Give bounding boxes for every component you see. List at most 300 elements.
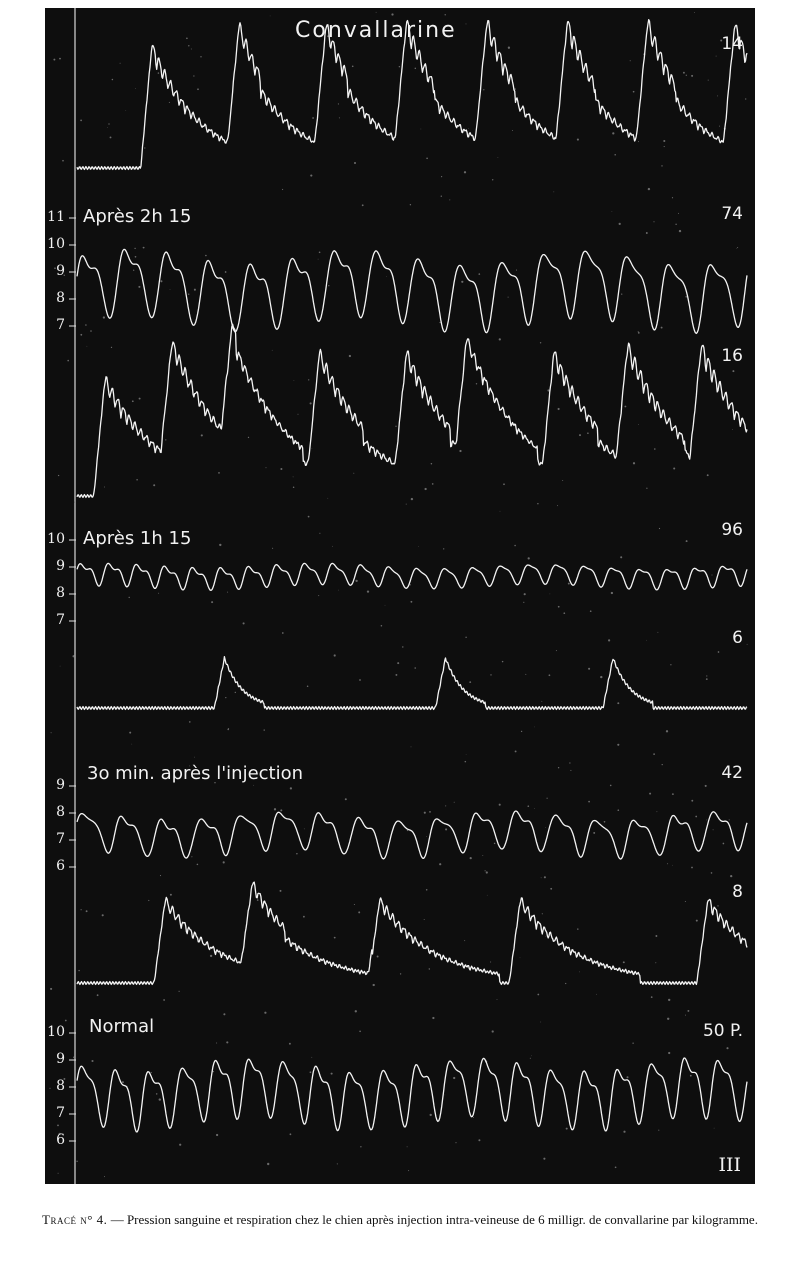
speckle xyxy=(359,679,361,681)
figure-caption xyxy=(40,1212,760,1228)
label-normal: Normal xyxy=(89,1016,155,1037)
speckle xyxy=(194,757,195,758)
speckle xyxy=(332,546,333,547)
speckle xyxy=(654,448,656,450)
speckle xyxy=(672,865,673,866)
y-tick-label: 8 xyxy=(56,804,65,820)
speckle xyxy=(110,136,112,138)
speckle xyxy=(445,828,447,830)
speckle xyxy=(179,991,180,992)
speckle xyxy=(397,662,399,664)
speckle xyxy=(713,829,714,830)
speckle xyxy=(200,56,201,57)
speckle xyxy=(407,1146,408,1147)
speckle xyxy=(355,580,357,582)
speckle xyxy=(355,1010,357,1012)
speckle xyxy=(523,602,524,603)
speckle xyxy=(691,75,693,77)
speckle xyxy=(668,1052,670,1054)
speckle xyxy=(57,1125,59,1127)
speckle xyxy=(156,1093,158,1095)
speckle xyxy=(541,701,542,702)
speckle xyxy=(354,904,355,905)
speckle xyxy=(189,721,191,723)
speckle xyxy=(498,157,499,158)
speckle xyxy=(514,545,516,547)
speckle xyxy=(80,120,82,122)
speckle xyxy=(464,940,465,941)
speckle xyxy=(274,808,276,810)
speckle xyxy=(745,98,746,99)
speckle xyxy=(65,1020,67,1022)
speckle xyxy=(395,426,396,427)
speckle xyxy=(272,548,273,549)
speckle xyxy=(429,811,431,813)
speckle xyxy=(235,692,236,693)
speckle xyxy=(568,583,570,585)
speckle xyxy=(685,296,687,298)
speckle xyxy=(661,327,663,329)
speckle xyxy=(424,812,426,814)
speckle xyxy=(328,285,329,286)
speckle xyxy=(664,146,665,147)
speckle xyxy=(490,961,491,962)
speckle xyxy=(691,867,693,869)
y-tick-label: 11 xyxy=(47,209,65,225)
speckle xyxy=(732,429,733,430)
speckle xyxy=(293,476,294,477)
speckle xyxy=(424,488,426,490)
speckle xyxy=(621,293,622,294)
pressure-trace xyxy=(77,1058,747,1132)
speckle xyxy=(537,503,538,504)
speckle xyxy=(620,556,622,558)
speckle xyxy=(619,223,621,225)
speckle xyxy=(131,744,132,745)
pressure-trace xyxy=(77,811,747,859)
speckle xyxy=(298,414,299,415)
speckle xyxy=(623,961,625,963)
speckle xyxy=(216,1134,218,1136)
speckle xyxy=(80,334,82,336)
speckle xyxy=(483,89,484,90)
speckle xyxy=(135,256,137,258)
speckle xyxy=(431,463,432,464)
speckle xyxy=(508,297,509,298)
speckle xyxy=(694,12,695,13)
speckle xyxy=(76,170,77,171)
speckle xyxy=(218,472,220,474)
speckle xyxy=(266,467,267,468)
speckle xyxy=(593,832,595,834)
speckle xyxy=(638,424,639,425)
speckle xyxy=(530,1058,531,1059)
speckle xyxy=(617,702,619,704)
speckle xyxy=(227,592,228,593)
speckle xyxy=(499,804,501,806)
speckle xyxy=(410,204,411,205)
y-tick-label: 10 xyxy=(47,531,65,547)
y-tick-label: 7 xyxy=(56,831,65,847)
speckle xyxy=(81,909,82,910)
speckle xyxy=(406,504,407,505)
speckle xyxy=(188,45,189,46)
speckle xyxy=(312,117,314,119)
speckle xyxy=(304,829,305,830)
speckle xyxy=(165,439,166,440)
speckle xyxy=(290,787,292,789)
speckle xyxy=(695,816,697,818)
speckle xyxy=(667,863,668,864)
speckle xyxy=(673,467,675,469)
speckle xyxy=(520,958,521,959)
speckle xyxy=(408,1170,409,1171)
speckle xyxy=(461,281,463,283)
speckle xyxy=(386,276,387,277)
speckle xyxy=(59,58,61,60)
speckle xyxy=(138,286,140,288)
speckle xyxy=(696,920,698,922)
y-tick-label: 9 xyxy=(56,263,65,279)
rate-label-96: 96 xyxy=(721,520,743,540)
speckle xyxy=(307,685,309,687)
speckle xyxy=(270,16,271,17)
speckle xyxy=(550,594,551,595)
speckle xyxy=(627,1076,629,1078)
speckle xyxy=(543,1158,545,1160)
speckle xyxy=(679,230,681,232)
speckle xyxy=(562,480,563,481)
speckle xyxy=(525,674,526,675)
speckle xyxy=(248,437,249,438)
speckle xyxy=(223,861,225,863)
speckle xyxy=(424,919,425,920)
speckle xyxy=(545,827,546,828)
speckle xyxy=(136,479,138,481)
speckle xyxy=(537,994,539,996)
speckle xyxy=(225,697,226,698)
rate-label-14: 14 xyxy=(721,34,743,54)
rate-label-16: 16 xyxy=(721,346,743,366)
speckle xyxy=(658,1130,659,1131)
speckle xyxy=(732,370,734,372)
speckle xyxy=(521,731,522,732)
speckle xyxy=(170,289,171,290)
speckle xyxy=(160,280,162,282)
speckle xyxy=(319,533,320,534)
speckle xyxy=(663,140,665,142)
speckle xyxy=(426,889,428,891)
speckle xyxy=(685,1015,686,1016)
speckle xyxy=(708,80,709,81)
speckle xyxy=(139,398,141,400)
speckle xyxy=(717,905,718,906)
speckle xyxy=(614,154,616,156)
speckle xyxy=(318,259,319,260)
speckle xyxy=(524,593,526,595)
speckle xyxy=(411,498,413,500)
speckle xyxy=(76,1161,77,1162)
speckle xyxy=(633,462,635,464)
speckle xyxy=(653,753,655,755)
y-tick-label: 9 xyxy=(56,777,65,793)
speckle xyxy=(318,595,319,596)
speckle xyxy=(596,994,597,995)
speckle xyxy=(91,1060,93,1062)
speckle xyxy=(293,486,295,488)
speckle xyxy=(672,197,673,198)
speckle xyxy=(565,983,566,984)
speckle xyxy=(104,487,105,488)
speckle xyxy=(465,761,467,763)
speckle xyxy=(737,247,738,248)
speckle xyxy=(290,1133,292,1135)
speckle xyxy=(159,1098,161,1100)
speckle xyxy=(219,544,221,546)
speckle xyxy=(414,667,416,669)
speckle xyxy=(445,14,446,15)
speckle xyxy=(630,60,631,61)
speckle xyxy=(153,484,155,486)
speckle xyxy=(102,914,104,916)
speckle xyxy=(473,1117,474,1118)
speckle xyxy=(377,956,379,958)
speckle xyxy=(661,165,662,166)
speckle xyxy=(362,204,364,206)
tracing-canvas xyxy=(45,8,755,1184)
speckle xyxy=(191,856,192,857)
speckle xyxy=(719,126,720,127)
y-tick-label: 7 xyxy=(56,317,65,333)
speckle xyxy=(210,955,212,957)
speckle xyxy=(545,936,546,937)
speckle xyxy=(334,654,336,656)
speckle xyxy=(359,1030,361,1032)
speckle xyxy=(612,132,614,134)
speckle xyxy=(497,999,498,1000)
speckle xyxy=(308,516,310,518)
speckle xyxy=(129,732,131,734)
speckle xyxy=(478,1139,480,1141)
speckle xyxy=(294,380,295,381)
speckle xyxy=(453,1077,455,1079)
speckle xyxy=(193,75,194,76)
speckle xyxy=(191,49,192,50)
speckle xyxy=(540,1022,541,1023)
speckle xyxy=(547,798,548,799)
speckle xyxy=(402,646,403,647)
caption-prefix: Tracé n° 4. xyxy=(42,1212,108,1227)
speckle xyxy=(706,678,708,680)
speckle xyxy=(706,819,707,820)
speckle xyxy=(216,1042,217,1043)
speckle xyxy=(311,1057,312,1058)
speckle xyxy=(421,129,422,130)
speckle xyxy=(556,650,557,651)
speckle xyxy=(103,316,105,318)
speckle xyxy=(508,47,510,49)
y-tick-label: 9 xyxy=(56,558,65,574)
speckle xyxy=(441,196,442,197)
speckle xyxy=(90,330,92,332)
speckle xyxy=(179,1144,181,1146)
speckle xyxy=(633,91,635,93)
speckle xyxy=(527,805,529,807)
speckle xyxy=(563,612,565,614)
speckle xyxy=(678,213,679,214)
label-apres-2h15: Après 2h 15 xyxy=(83,206,192,227)
speckle xyxy=(502,661,503,662)
speckle xyxy=(657,632,658,633)
rate-label-50: 50 P. xyxy=(702,1021,743,1041)
speckle xyxy=(74,502,75,503)
speckle xyxy=(487,895,488,896)
speckle xyxy=(712,575,713,576)
speckle xyxy=(655,935,657,937)
speckle xyxy=(51,732,52,733)
speckle xyxy=(604,821,606,823)
speckle xyxy=(468,128,469,129)
speckle xyxy=(170,894,172,896)
pressure-trace xyxy=(77,249,747,333)
speckle xyxy=(415,68,416,69)
speckle xyxy=(445,1095,446,1096)
speckle xyxy=(503,483,505,485)
speckle xyxy=(668,999,670,1001)
speckle xyxy=(352,65,354,67)
speckle xyxy=(319,251,321,253)
speckle xyxy=(600,676,602,678)
speckle xyxy=(445,805,446,806)
speckle xyxy=(86,910,88,912)
speckle xyxy=(78,970,79,971)
speckle xyxy=(649,793,651,795)
speckle xyxy=(499,338,501,340)
speckle xyxy=(385,605,386,606)
speckle xyxy=(395,674,397,676)
speckle xyxy=(667,1018,669,1020)
speckle xyxy=(659,528,660,529)
speckle xyxy=(500,511,501,512)
speckle xyxy=(736,248,737,249)
speckle xyxy=(186,37,188,39)
speckle xyxy=(194,289,196,291)
speckle xyxy=(367,590,369,592)
speckle xyxy=(225,271,227,273)
y-tick-label: 10 xyxy=(47,1024,65,1040)
speckle xyxy=(716,56,717,57)
speckle xyxy=(687,1010,689,1012)
speckle xyxy=(646,640,647,641)
speckle xyxy=(714,1128,715,1129)
speckle xyxy=(610,785,612,787)
y-tick-label: 6 xyxy=(56,1132,65,1148)
speckle xyxy=(711,872,713,874)
speckle xyxy=(310,1071,312,1073)
speckle xyxy=(683,72,685,74)
speckle xyxy=(411,746,412,747)
speckle xyxy=(160,875,161,876)
speckle xyxy=(550,888,552,890)
speckle xyxy=(570,770,571,771)
tracing-plate xyxy=(45,8,755,1184)
speckle xyxy=(588,668,590,670)
speckle xyxy=(264,729,265,730)
speckle xyxy=(58,475,59,476)
speckle xyxy=(439,322,440,323)
speckle xyxy=(97,994,99,996)
speckle xyxy=(686,75,687,76)
speckle xyxy=(60,666,61,667)
speckle xyxy=(544,876,546,878)
speckle xyxy=(469,681,471,683)
speckle xyxy=(296,853,297,854)
speckle xyxy=(512,130,513,131)
speckle xyxy=(432,483,434,485)
speckle xyxy=(360,1146,361,1147)
speckle xyxy=(449,199,450,200)
speckle xyxy=(280,468,282,470)
speckle xyxy=(717,95,718,96)
rate-label-8: 8 xyxy=(732,882,743,902)
speckle xyxy=(188,294,189,295)
speckle xyxy=(690,1075,692,1077)
speckle xyxy=(615,1166,617,1168)
speckle xyxy=(349,355,351,357)
speckle xyxy=(72,655,74,657)
speckle xyxy=(577,139,579,141)
speckle xyxy=(516,270,517,271)
speckle xyxy=(666,730,668,732)
speckle xyxy=(587,432,589,434)
speckle xyxy=(611,592,613,594)
speckle xyxy=(354,162,356,164)
speckle xyxy=(338,103,339,104)
speckle xyxy=(426,157,428,159)
speckle xyxy=(632,1043,633,1044)
speckle xyxy=(646,232,648,234)
speckle xyxy=(662,764,663,765)
label-apres-1h15: Après 1h 15 xyxy=(83,528,192,549)
speckle xyxy=(476,383,477,384)
speckle xyxy=(67,360,69,362)
speckle xyxy=(267,1163,269,1165)
speckle xyxy=(264,1012,266,1014)
speckle xyxy=(310,175,312,177)
speckle xyxy=(282,632,284,634)
speckle xyxy=(50,988,52,990)
speckle xyxy=(430,1114,432,1116)
speckle xyxy=(611,971,612,972)
speckle xyxy=(353,473,354,474)
speckle xyxy=(358,911,360,913)
speckle xyxy=(310,402,312,404)
speckle xyxy=(197,864,199,866)
speckle xyxy=(617,809,619,811)
speckle xyxy=(108,123,109,124)
speckle xyxy=(515,750,517,752)
speckle xyxy=(228,728,229,729)
plate-mark: III xyxy=(718,1154,741,1176)
speckle xyxy=(87,346,88,347)
speckle xyxy=(410,584,411,585)
speckle xyxy=(534,727,535,728)
speckle xyxy=(432,1017,434,1019)
speckle xyxy=(134,248,135,249)
speckle xyxy=(747,644,748,645)
speckle xyxy=(608,639,610,641)
speckle xyxy=(158,593,159,594)
